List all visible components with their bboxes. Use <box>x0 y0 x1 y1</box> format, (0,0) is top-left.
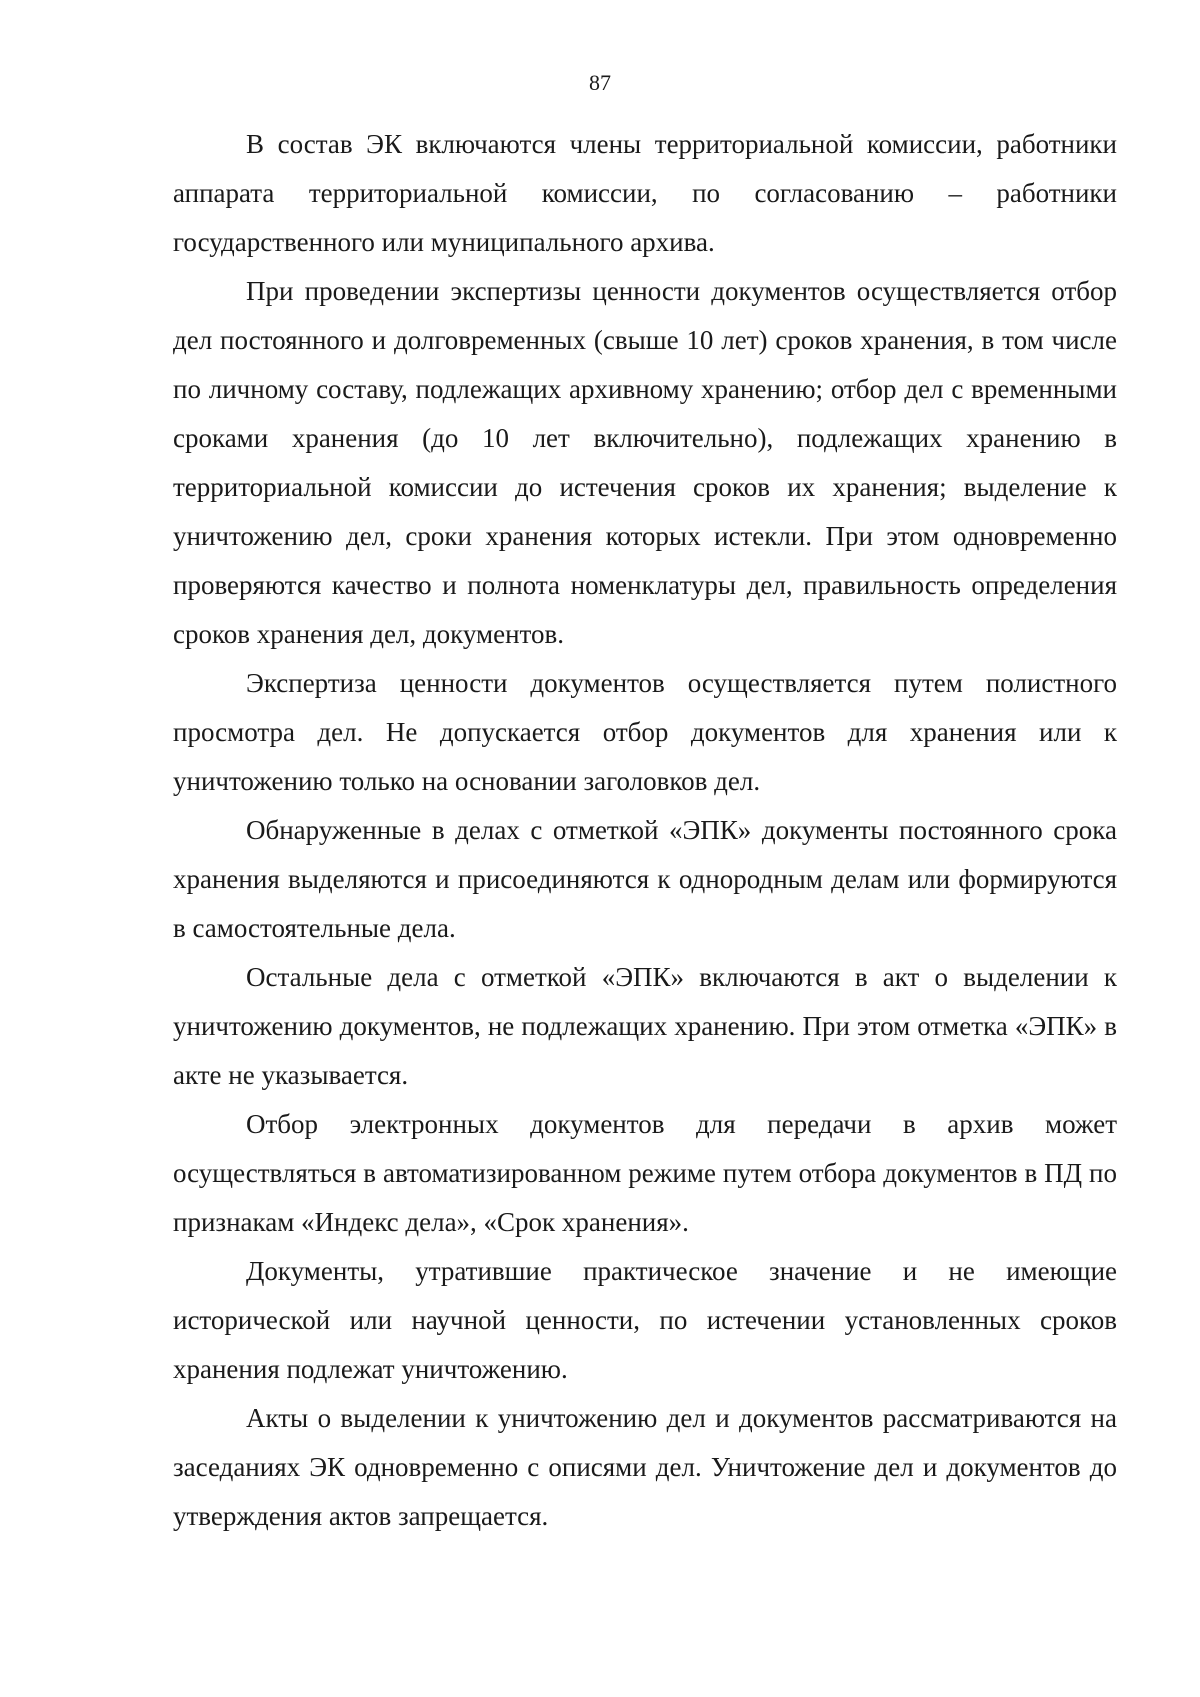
page-number: 87 <box>589 70 611 95</box>
document-body <box>173 120 1117 1541</box>
paragraph-destruction-acts: Акты о выделении к уничтожению дел и документов рассматриваются на заседаниях ЭК одновременно с описями дел. Уничтожение дел и документов до утверждения актов запрещается. <box>173 1403 1117 1531</box>
paragraph-expertise-selection: При проведении экспертизы ценности документов осуществляется отбор дел постоянного и долговременных (свыше 10 лет) сроков хранения, в том числе по личному составу, подлежащих архивному хранению; отбор дел с временными сроками хранения (до 10 лет включительно), подлежащих хранению в территориальной комиссии до истечения сроков их хранения; выделение к уничтожению дел, сроки хранения которых истекли. При этом одновременно проверяются качество и полнота номенклатуры дел, правильность определения сроков хранения дел, документов. <box>173 276 1117 649</box>
paragraph-commission-composition: В состав ЭК включаются члены территориальной комиссии, работники аппарата территориальной комиссии, по согласованию – работники государственного или муниципального архива. <box>173 129 1117 257</box>
paragraph-electronic-documents: Отбор электронных документов для передачи в архив может осуществляться в автоматизированном режиме путем отбора документов в ПД по признакам «Индекс дела», «Срок хранения». <box>173 1109 1117 1237</box>
paragraph-epk-other-cases: Остальные дела с отметкой «ЭПК» включаются в акт о выделении к уничтожению документов, не подлежащих хранению. При этом отметка «ЭПК» в акте не указывается. <box>173 962 1117 1090</box>
paragraph-obsolete-documents: Документы, утратившие практическое значение и не имеющие исторической или научной ценности, по истечении установленных сроков хранения подлежат уничтожению. <box>173 1256 1117 1384</box>
paragraph-page-by-page-review: Экспертиза ценности документов осуществляется путем полистного просмотра дел. Не допускается отбор документов для хранения или к уничтожению только на основании заголовков дел. <box>173 668 1117 796</box>
paragraph-epk-permanent-documents: Обнаруженные в делах с отметкой «ЭПК» документы постоянного срока хранения выделяются и присоединяются к однородным делам или формируются в самостоятельные дела. <box>173 815 1117 943</box>
